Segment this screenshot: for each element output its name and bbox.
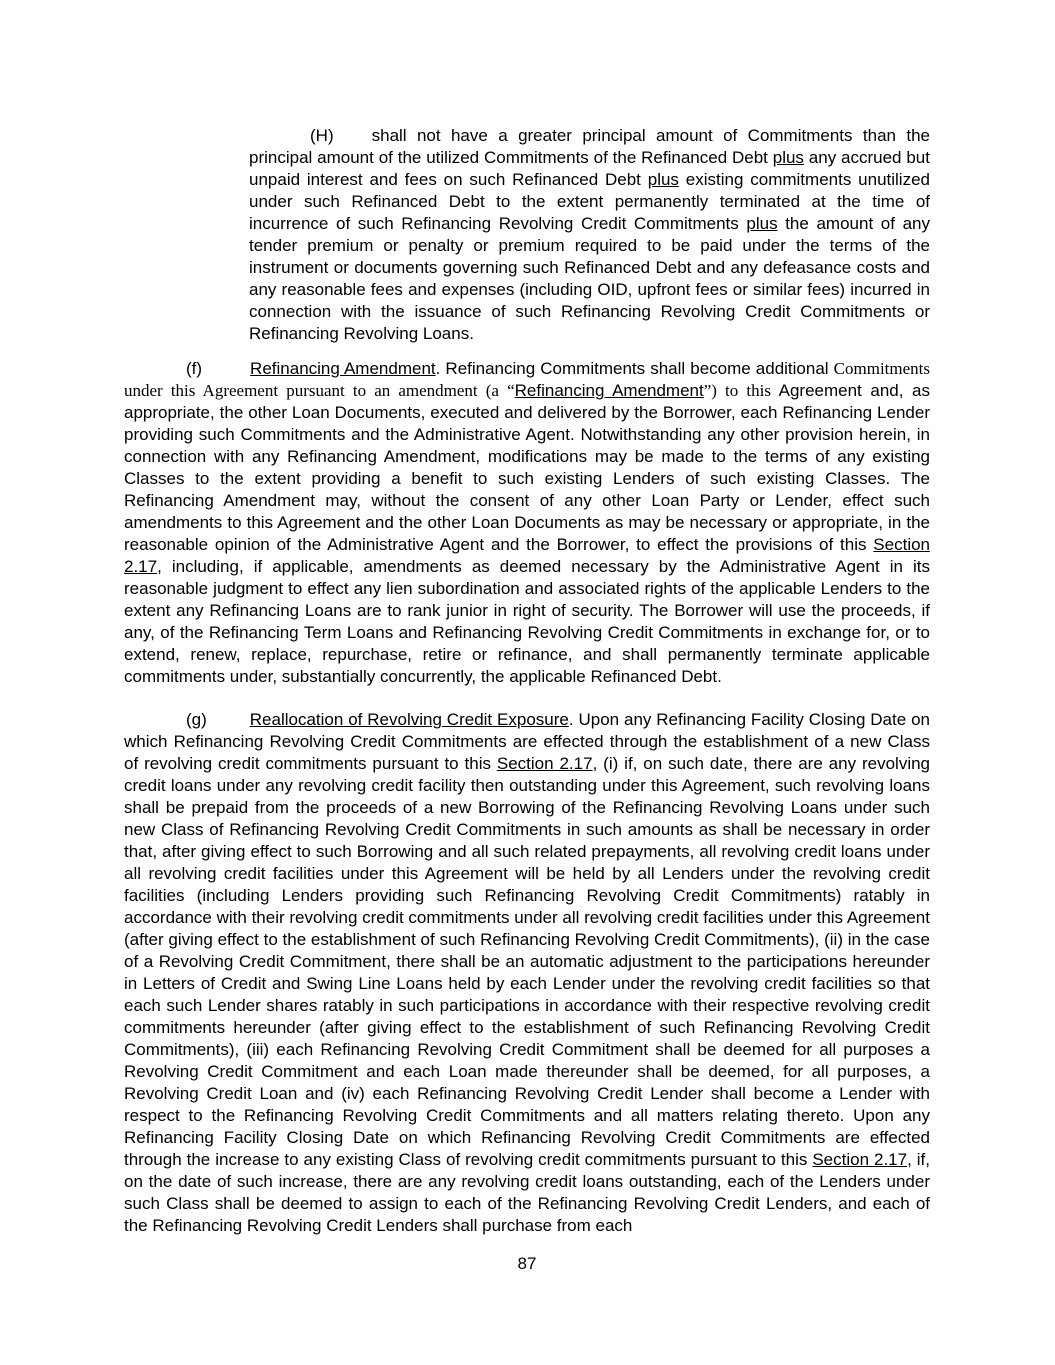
text-run: existing commitments unutilized under such Refinanced Debt to the extent permanently terminated at the time of incurrence of such Refinancing Revolving Credit Commitments — [249, 170, 930, 233]
underlined-text-run: Section 2.17 — [496, 754, 593, 773]
clause-f-label: (f) — [186, 359, 203, 378]
text-run: , including, if applicable, amendments as deemed necessary by the Administrative Agent in its reasonable judgment to effect any lien subordination and associated rights of the applicable Lenders to the extent any Refinancing Loans are to rank junior in right of security. The Borrower will use the proceeds, if any, of the Refinancing Term Loans and Refinancing Revolving Credit Commitments in exchange for, or to extend, renew, replace, repurchase, retire or refinance, and shall permanently terminate applicable commitments under, substantially concurrently, the applicable Refinanced Debt. — [124, 557, 930, 686]
text-run: the amount of any tender premium or penalty or premium required to be paid under the terms of the instrument or documents governing such Refinanced Debt and any defeasance costs and any reasonable fees and expenses (including OID, upfront fees or similar fees) incurred in connection with the issuance of such Refinancing Revolving Credit Commitments or Refinancing Revolving Loans. — [249, 214, 930, 343]
serif-text-run: Commitments under this Agreement pursuant to an amendment (a “ — [124, 359, 930, 400]
clause-f-paragraph — [124, 358, 930, 688]
clause-g-paragraph — [124, 709, 930, 1237]
text-run: . Upon any Refinancing Facility Closing Date on which Refinancing Revolving Credit Commitments are effected through the establishment of a new Class of revolving credit commitments pursuant to this — [124, 710, 930, 773]
page-number: 87 — [517, 1254, 537, 1273]
clause-h-label: (H) — [310, 126, 334, 145]
clause-g-label: (g) — [186, 710, 207, 729]
clause-h-paragraph — [249, 125, 930, 345]
tab-spacer — [202, 373, 250, 374]
text-run: Agreement and, as appropriate, the other Loan Documents, executed and delivered by the Borrower, each Refinancing Lender providing such Commitments and the Administrative Agent. Notwithstanding any other provision herein, in connection with any Refinancing Amendment, modifications may be made to the terms of any existing Classes to the extent providing a benefit to such existing Lenders of such existing Classes. The Refinancing Amendment may, without the consent of any other Loan Party or Lender, effect such amendments to this Agreement and the other Loan Documents as may be necessary or appropriate, in the reasonable opinion of the Administrative Agent and the Borrower, to effect the provisions of this — [124, 381, 930, 554]
text-run: , if, on the date of such increase, there are any revolving credit loans outstanding, each of the Lenders under such Class shall be deemed to assign to each of the Refinancing Revolving Credit Lenders, and each of the Refinancing Revolving Credit Lenders shall purchase from each — [124, 1150, 930, 1235]
clause-g-text — [124, 710, 930, 1235]
underlined-text-run: plus — [772, 148, 804, 167]
underlined-text-run: plus — [647, 170, 679, 189]
underlined-text-run: Section 2.17 — [812, 1150, 908, 1169]
text-run: shall not have a greater principal amount of Commitments than the principal amount of the utilized Commitments of the Refinanced Debt — [249, 126, 930, 167]
underlined-text-run: Refinancing Amendment — [250, 359, 436, 378]
underlined-text-run: Section 2.17 — [124, 535, 930, 576]
document-text-column — [124, 125, 930, 1237]
clause-f-text — [124, 359, 930, 686]
text-run: , (i) if, on such date, there are any revolving credit loans under any revolving credit facility then outstanding under this Agreement, such revolving loans shall be prepaid from the proceeds of a new Borrowing of the Refinancing Revolving Loans under such new Class of Refinancing Revolving Credit Commitments in such amounts as shall be necessary in order that, after giving effect to such Borrowing and all such related prepayments, all revolving credit loans under all revolving credit facilities under this Agreement will be held by all Lenders under the revolving credit facilities (including Lenders providing such Refinancing Revolving Credit Commitments) ratably in accordance with their revolving credit commitments under all revolving credit facilities under this Agreement (after giving effect to the establishment of such Refinancing Revolving Credit Commitments), (ii) in the case of a Revolving Credit Commitment, there shall be an automatic adjustment to the participations hereunder in Letters of Credit and Swing Line Loans held by each Lender under the revolving credit facilities so that each such Lender shares ratably in such participations in accordance with their respective revolving credit commitments hereunder (after giving effect to the establishment of such Refinancing Revolving Credit Commitments), (iii) each Refinancing Revolving Credit Commitment shall be deemed for all purposes a Revolving Credit Commitment and each Loan made thereunder shall be deemed, for all purposes, a Revolving Credit Loan and (iv) each Refinancing Revolving Credit Lender shall become a Lender with respect to the Refinancing Revolving Credit Commitments and all matters relating thereto. Upon any Refinancing Facility Closing Date on which Refinancing Revolving Credit Commitments are effected through the increase to any existing Class of revolving credit commitments pursuant to this — [124, 754, 931, 1169]
tab-spacer — [207, 724, 250, 725]
text-run: . Refinancing Commitments shall become additional — [435, 359, 834, 378]
serif-text-run: ”) to this — [703, 381, 771, 400]
clause-h-text — [249, 126, 930, 343]
underlined-text-run: Refinancing Amendment — [514, 381, 704, 400]
underlined-text-run: plus — [746, 214, 778, 233]
underlined-text-run: Reallocation of Revolving Credit Exposure — [249, 710, 569, 729]
tab-spacer — [334, 140, 372, 141]
text-run: any accrued but unpaid interest and fees on such Refinanced Debt — [249, 148, 930, 189]
